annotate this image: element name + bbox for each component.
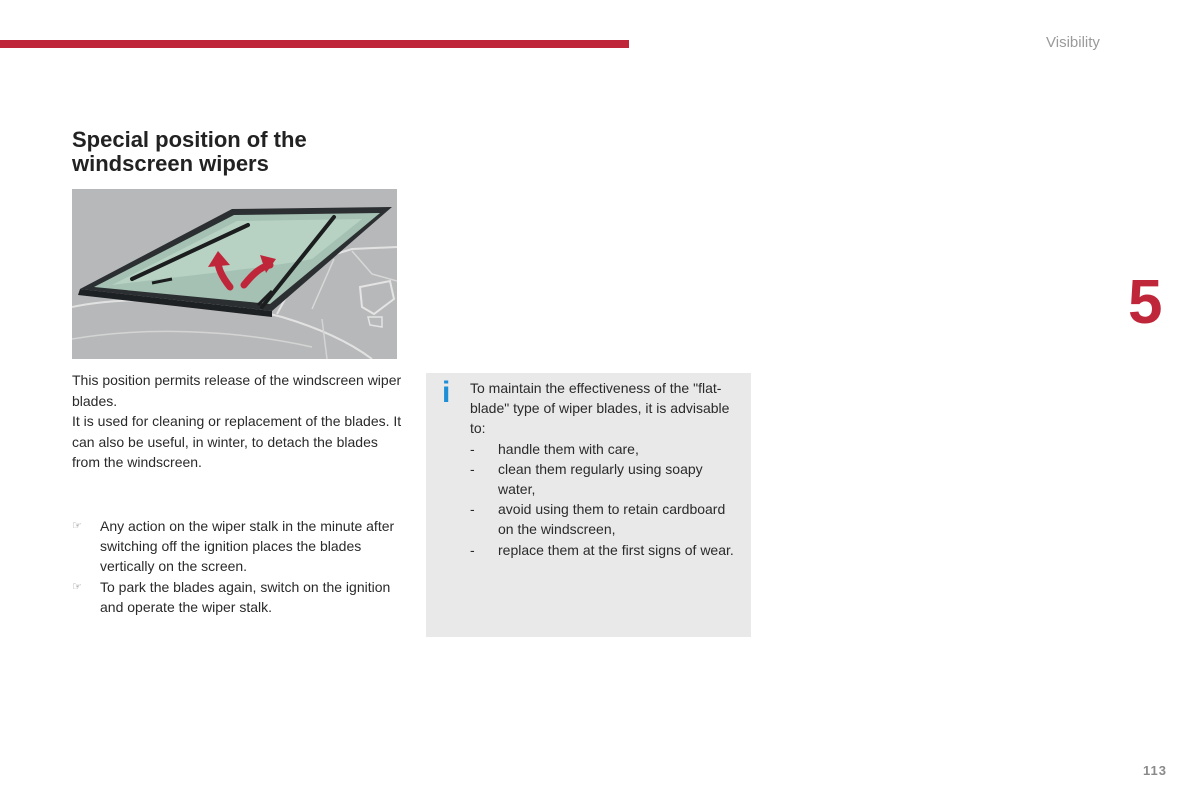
dash-bullet: - <box>470 541 475 558</box>
info-item-text: replace them at the first signs of wear. <box>498 541 734 558</box>
intro-paragraph: This position permits release of the windscreen wiper blades. <box>72 372 402 409</box>
action-text: To park the blades again, switch on the ignition and operate the wiper stalk. <box>100 578 391 615</box>
page-title: Special position of the windscreen wipers <box>72 127 307 176</box>
info-text <box>470 378 740 560</box>
dash-bullet: - <box>470 501 475 518</box>
info-item-text: clean them regularly using soapy water, <box>498 460 703 498</box>
list-item <box>470 459 740 499</box>
dash-bullet: - <box>470 460 475 477</box>
list-item <box>470 540 740 560</box>
pointing-hand-icon: ☞ <box>72 520 82 532</box>
info-item-text: avoid using them to retain cardboard on the windscreen, <box>498 501 726 538</box>
chapter-number: 5 <box>1128 268 1163 337</box>
windscreen-wipers-illustration <box>72 189 397 359</box>
list-item <box>72 516 402 577</box>
dash-bullet: - <box>470 440 475 457</box>
info-icon: i <box>442 376 451 409</box>
windscreen-wipers-raised-illustration-icon <box>72 189 397 359</box>
action-text: Any action on the wiper stalk in the minute after switching off the ignition places the blades vertically on the screen. <box>100 518 395 575</box>
section-label: Visibility <box>1046 34 1100 51</box>
pointing-hand-icon: ☞ <box>72 580 82 593</box>
list-item <box>72 577 402 617</box>
info-item-text: handle them with care, <box>498 440 639 457</box>
intro-text <box>72 370 402 473</box>
list-item <box>470 439 740 459</box>
info-intro: To maintain the effectiveness of the "flat-blade" type of wiper blades, it is advisable to: <box>470 380 730 437</box>
list-item <box>470 499 740 539</box>
page-number: 113 <box>1143 763 1167 778</box>
info-box <box>426 373 751 637</box>
header-accent-bar <box>0 40 629 48</box>
action-list <box>72 516 402 617</box>
info-list <box>470 439 740 560</box>
intro-paragraph: It is used for cleaning or replacement of the blades. It can also be useful, in winter, to detach the blades from the windscreen. <box>72 413 402 470</box>
